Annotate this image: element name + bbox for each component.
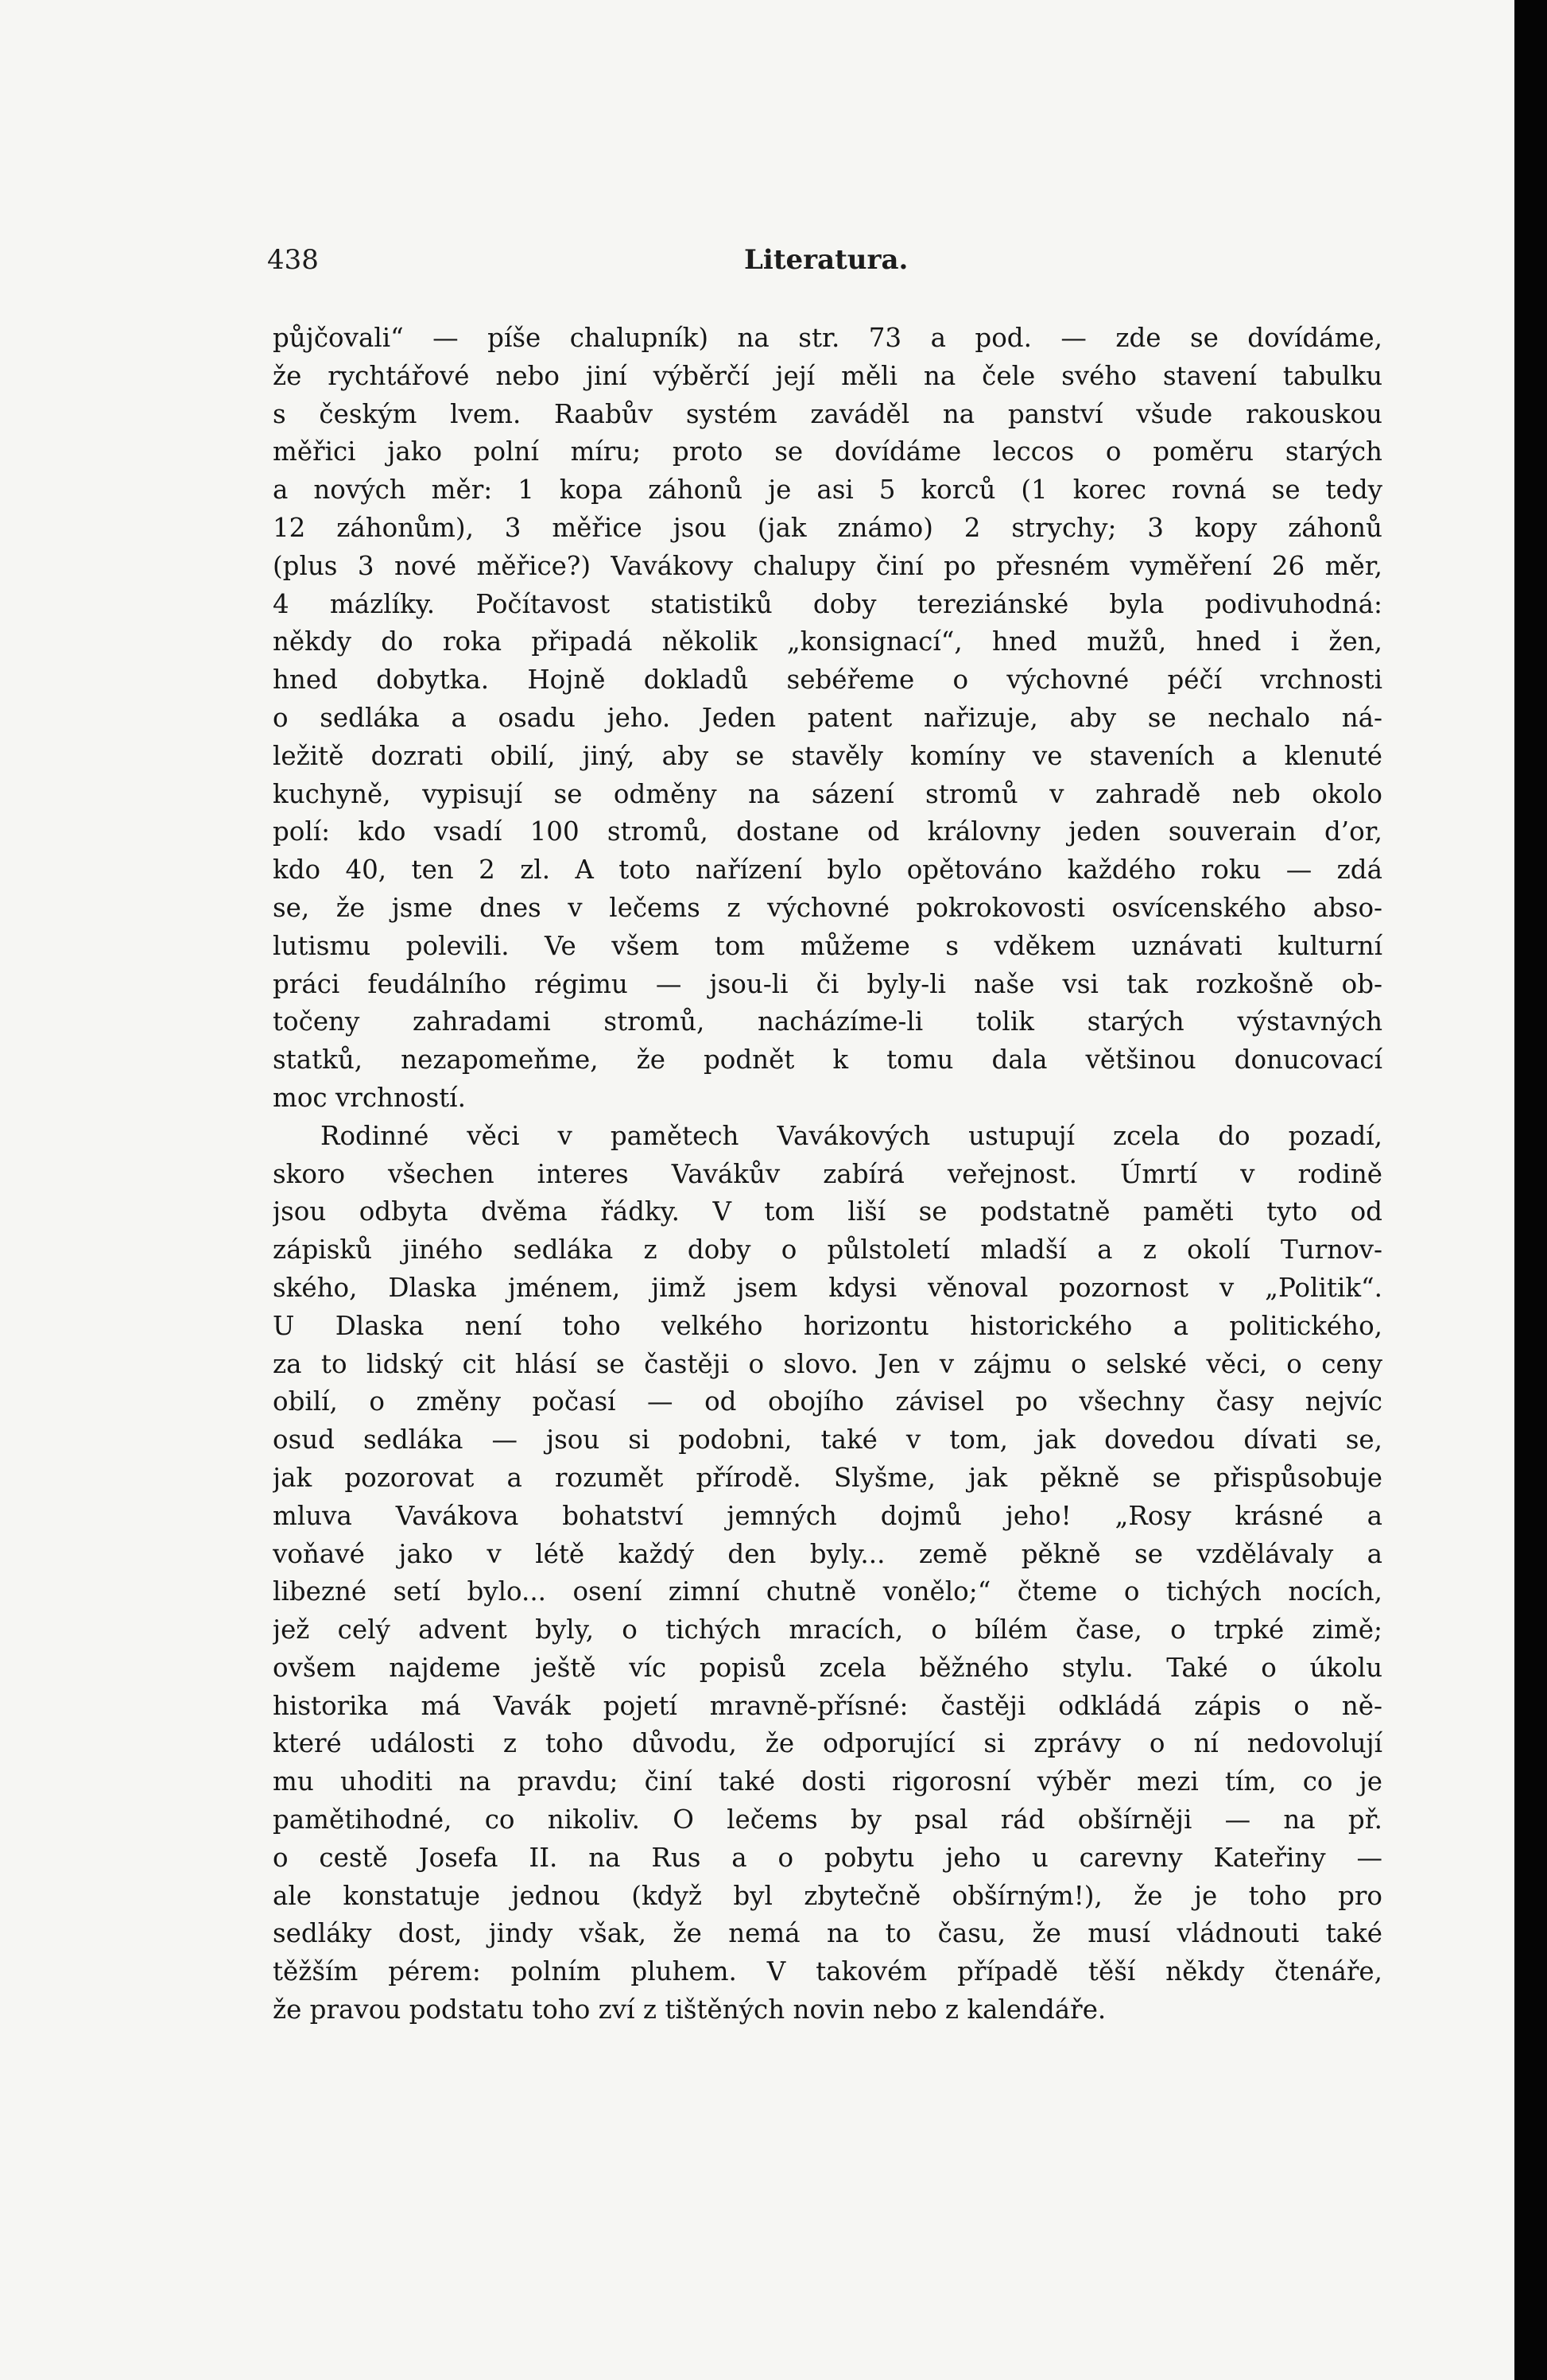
text-line: voňavé jako v létě každý den byly... země pěkně se vzdělávaly a	[273, 1538, 1382, 1569]
text-line: sedláky dost, jindy však, že nemá na to času, že musí vládnouti také	[273, 1918, 1382, 1949]
text-line: jež celý advent byly, o tichých mracích, o bílém čase, o trpké zimě;	[273, 1614, 1382, 1645]
text-line: ležitě dozrati obilí, jiný, aby se stavěly komíny ve staveních a klenuté	[273, 740, 1382, 771]
text-line: že rychtářové nebo jiní výběrčí její měli na čele svého stavení tabulku	[273, 360, 1382, 391]
text-line: pamětihodné, co nikoliv. O lečems by psal rád obšírněji — na př.	[273, 1804, 1382, 1835]
text-line: kuchyně, vypisují se odměny na sázení stromů v zahradě neb okolo	[273, 778, 1382, 809]
page-title: Literatura.	[744, 244, 909, 276]
text-line: ale konstatuje jednou (když byl zbytečně obšírným!), že je toho pro	[273, 1880, 1382, 1911]
text-line: (plus 3 nové měřice?) Vavákovy chalupy činí po přesném vyměření 26 měr,	[273, 550, 1382, 581]
text-line: půjčovali“ — píše chalupník) na str. 73 a pod. — zde se dovídáme,	[273, 323, 1382, 353]
text-line: s českým lvem. Raabův systém zaváděl na panství všude rakouskou	[273, 398, 1382, 429]
text-line: se, že jsme dnes v lečems z výchovné pokrokovosti osvícenského abso-	[273, 892, 1382, 923]
text-line: a nových měr: 1 kopa záhonů je asi 5 korců (1 korec rovná se tedy	[273, 475, 1382, 506]
text-line: jsou odbyta dvěma řádky. V tom liší se podstatně paměti tyto od	[273, 1196, 1382, 1227]
text-line: historika má Vavák pojetí mravně-přísné: častěji odkládá zápis o ně-	[273, 1690, 1382, 1721]
text-line: 12 záhonům), 3 měřice jsou (jak známo) 2 strychy; 3 kopy záhonů	[273, 512, 1382, 543]
text-line: moc vrchností.	[273, 1082, 466, 1113]
body-text	[273, 320, 1382, 2029]
running-head	[267, 244, 1380, 284]
text-line: polí: kdo vsadí 100 stromů, dostane od královny jeden souverain d’or,	[273, 816, 1382, 847]
text-line: 4 mázlíky. Počítavost statistiků doby tereziánské byla podivuhodná:	[273, 588, 1382, 619]
text-line: mu uhoditi na pravdu; činí také dosti rigorosní výběr mezi tím, co je	[273, 1766, 1382, 1797]
scan-border	[1514, 0, 1547, 2380]
text-line: Rodinné věci v pamětech Vavákových ustupují zcela do pozadí,	[320, 1120, 1382, 1151]
text-line: točeny zahradami stromů, nacházíme-li tolik starých výstavných	[273, 1006, 1382, 1037]
text-line: statků, nezapomeňme, že podnět k tomu dala většinou donucovací	[273, 1045, 1382, 1076]
text-line: o cestě Josefa II. na Rus a o pobytu jeho u carevny Kateřiny —	[273, 1842, 1382, 1873]
text-line: U Dlaska není toho velkého horizontu historického a politického,	[273, 1310, 1382, 1341]
text-line: kdo 40, ten 2 zl. A toto nařízení bylo opětováno každého roku — zdá	[273, 855, 1382, 886]
text-line: ského, Dlaska jménem, jimž jsem kdysi věnoval pozornost v „Politik“.	[273, 1272, 1382, 1303]
text-line: těžším pérem: polním pluhem. V takovém případě těší někdy čtenáře,	[273, 1956, 1382, 1987]
text-line: za to lidský cit hlásí se častěji o slovo. Jen v zájmu o selské věci, o ceny	[273, 1348, 1382, 1379]
text-line: obilí, o změny počasí — od obojího závisel po všechny časy nejvíc	[273, 1386, 1382, 1417]
text-line: práci feudálního régimu — jsou-li či byly-li naše vsi tak rozkošně ob-	[273, 968, 1382, 999]
text-line: o sedláka a osadu jeho. Jeden patent nařizuje, aby se nechalo ná-	[273, 702, 1382, 733]
text-line: mluva Vavákova bohatství jemných dojmů jeho! „Rosy krásné a	[273, 1500, 1382, 1531]
text-line: hned dobytka. Hojně dokladů sebéřeme o výchovné péčí vrchnosti	[273, 665, 1382, 696]
text-line: zápisků jiného sedláka z doby o půlstoletí mladší a z okolí Turnov-	[273, 1235, 1382, 1266]
text-line: které události z toho důvodu, že odporující si zprávy o ní nedovolují	[273, 1728, 1382, 1759]
text-line: skoro všechen interes Vavákův zabírá veřejnost. Úmrtí v rodině	[273, 1158, 1382, 1189]
text-line: někdy do roka připadá několik „konsignací“, hned mužů, hned i žen,	[273, 626, 1382, 657]
page-number: 438	[267, 244, 319, 276]
text-line: jak pozorovat a rozumět přírodě. Slyšme, jak pěkně se přispůsobuje	[273, 1462, 1382, 1493]
text-line: že pravou podstatu toho zví z tištěných novin nebo z kalendáře.	[273, 1994, 1107, 2025]
text-line: měřici jako polní míru; proto se dovídáme leccos o poměru starých	[273, 436, 1382, 467]
text-line: libezné setí bylo... osení zimní chutně vonělo;“ čteme o tichých nocích,	[273, 1576, 1382, 1607]
text-line: lutismu polevili. Ve všem tom můžeme s vděkem uznávati kulturní	[273, 930, 1382, 961]
text-line: ovšem najdeme ještě víc popisů zcela běžného stylu. Také o úkolu	[273, 1652, 1382, 1683]
text-line: osud sedláka — jsou si podobni, také v tom, jak dovedou dívati se,	[273, 1425, 1382, 1456]
